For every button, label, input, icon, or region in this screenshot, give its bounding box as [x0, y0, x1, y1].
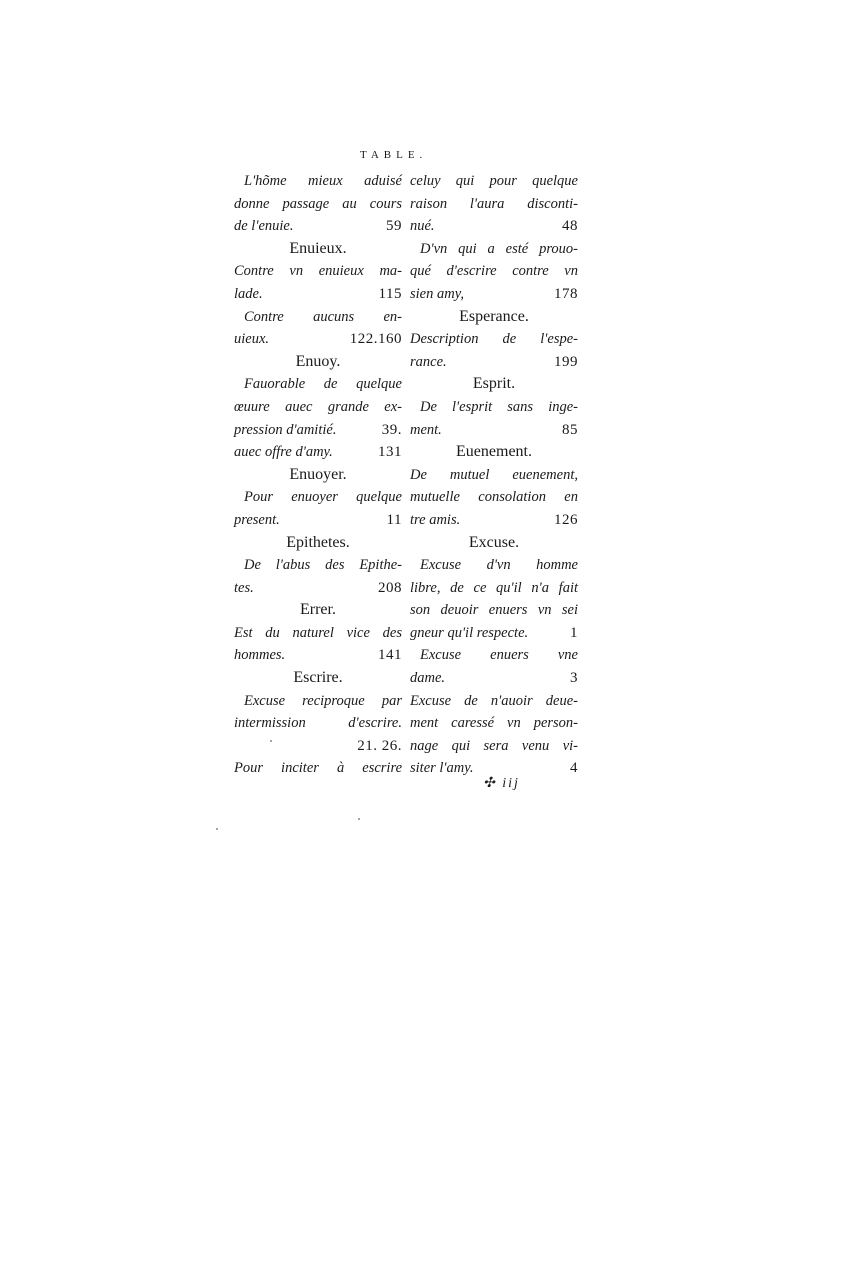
entry-text: De l'esprit sans inge- [420, 398, 578, 415]
index-entry-line [410, 260, 578, 283]
index-heading [410, 373, 578, 396]
index-entry-line [234, 373, 402, 396]
index-column-left [234, 170, 402, 780]
page-number: 115 [378, 285, 402, 302]
entry-text: dame. [410, 670, 446, 687]
entry-text: raison l'aura disconti- [410, 195, 578, 212]
page-number: 59 [386, 218, 402, 235]
page-number: 11 [386, 511, 402, 528]
index-entry-line [410, 690, 578, 713]
index-heading [234, 238, 402, 261]
page-number: 141 [378, 647, 402, 664]
index-heading [234, 532, 402, 555]
page-number: 199 [554, 353, 578, 370]
ink-speck [358, 818, 360, 820]
index-entry-line [234, 170, 402, 193]
index-entry-line [234, 757, 402, 780]
entry-text: libre, de ce qu'il n'a fait [410, 579, 578, 596]
index-entry-line [410, 215, 578, 238]
page-number: 3 [570, 670, 578, 687]
index-entry-line [410, 622, 578, 645]
page-number: 4 [570, 760, 578, 777]
index-entry-line [410, 464, 578, 487]
heading-text: Epithetes. [286, 533, 350, 551]
index-entry-line [234, 441, 402, 464]
index-entry-line [234, 577, 402, 600]
index-entry-line [410, 396, 578, 419]
index-entry-line [410, 712, 578, 735]
entry-text: nué. [410, 218, 435, 235]
index-entry-line [410, 486, 578, 509]
entry-text: tes. [234, 579, 254, 596]
index-entry-line [410, 735, 578, 758]
entry-text: siter l'amy. [410, 760, 474, 777]
heading-text: Enuoy. [295, 352, 341, 370]
entry-text: ment. [410, 421, 442, 438]
index-entry-line [410, 351, 578, 374]
entry-text: son deuoir enuers vn sei [410, 602, 578, 619]
index-entry-line [234, 554, 402, 577]
entry-text: Excuse enuers vne [420, 647, 578, 664]
heading-text: Esprit. [472, 375, 516, 393]
entry-text: nage qui sera venu vi- [410, 737, 578, 754]
entry-text: D'vn qui a esté prouo- [420, 240, 578, 257]
entry-text: de l'enuie. [234, 218, 294, 235]
ink-speck [270, 740, 272, 742]
ink-speck [216, 828, 218, 830]
index-entry-line [234, 622, 402, 645]
entry-text: lade. [234, 285, 263, 302]
index-heading [410, 441, 578, 464]
index-entry-line [410, 419, 578, 442]
entry-text: Est du naturel vice des [234, 624, 402, 641]
index-entry-line [410, 644, 578, 667]
index-entry-line [410, 170, 578, 193]
page-number: 48 [562, 218, 578, 235]
index-entry-line [234, 396, 402, 419]
entry-text: rance. [410, 353, 447, 370]
index-column-right [410, 170, 578, 780]
page-number: 208 [378, 579, 402, 596]
index-entry-line [410, 328, 578, 351]
page-number: 126 [554, 511, 578, 528]
running-header: TABLE. [360, 149, 428, 161]
heading-text: Enuoyer. [289, 465, 347, 483]
index-entry-line [234, 486, 402, 509]
index-entry-line [234, 419, 402, 442]
heading-text: Esperance. [459, 307, 529, 325]
entry-text: celuy qui pour quelque [410, 173, 578, 189]
index-entry-line [234, 260, 402, 283]
entry-text: Pour enuoyer quelque [244, 489, 402, 506]
index-heading [234, 464, 402, 487]
index-heading [234, 599, 402, 622]
entry-text: Description de l'espe- [410, 331, 578, 348]
entry-text: Pour inciter à escrire [234, 760, 402, 777]
index-entry-line [234, 328, 402, 351]
entry-text: donne passage au cours [234, 195, 402, 212]
signature-mark: ✣ iij [483, 776, 520, 791]
index-entry-line [234, 215, 402, 238]
page-number: 122.160 [349, 331, 402, 348]
entry-text: tre amis. [410, 511, 461, 528]
index-entry-line [234, 712, 402, 735]
entry-text: hommes. [234, 647, 286, 664]
entry-text: Excuse d'vn homme [420, 557, 578, 574]
page-number: 178 [554, 285, 578, 302]
index-entry-line [234, 735, 402, 758]
index-heading [410, 532, 578, 555]
entry-text: present. [234, 511, 280, 528]
entry-text: De l'abus des Epithe- [244, 557, 402, 574]
index-entry-line [410, 577, 578, 600]
page-number: 131 [378, 444, 402, 461]
heading-text: Excuse. [468, 533, 520, 551]
index-heading [234, 351, 402, 374]
index-entry-line [234, 283, 402, 306]
entry-text: Excuse de n'auoir deue- [410, 692, 578, 709]
index-heading [234, 667, 402, 690]
page-number: 85 [562, 421, 578, 438]
entry-text: pression d'amitié. [234, 421, 337, 438]
entry-text: Contre vn enuieux ma- [234, 263, 402, 280]
index-entry-line [410, 599, 578, 622]
index-entry-line [410, 238, 578, 261]
heading-text: Escrire. [293, 669, 343, 687]
index-heading [410, 306, 578, 329]
entry-text: auec offre d'amy. [234, 444, 333, 461]
index-entry-line [410, 667, 578, 690]
heading-text: Errer. [300, 601, 336, 619]
entry-text: Excuse reciproque par [244, 692, 402, 709]
page-number: 1 [570, 624, 578, 641]
page-number: 39. [381, 421, 402, 438]
entry-text: L'hõme mieux aduisé [244, 173, 402, 189]
page-number: 21. 26. [357, 737, 402, 754]
index-entry-line [234, 690, 402, 713]
index-entry-line [234, 644, 402, 667]
index-entry-line [234, 306, 402, 329]
index-entry-line [410, 509, 578, 532]
entry-text: Contre aucuns en- [244, 308, 402, 325]
entry-text: De mutuel euenement, [410, 466, 578, 483]
entry-text: ment caressé vn person- [410, 715, 578, 732]
entry-text: intermission d'escrire. [234, 715, 402, 732]
index-entry-line [410, 283, 578, 306]
entry-text: Fauorable de quelque [244, 376, 402, 393]
entry-text: uieux. [234, 331, 270, 348]
heading-text: Euenement. [456, 443, 532, 461]
entry-text: qué d'escrire contre vn [410, 263, 578, 280]
heading-text: Enuieux. [289, 239, 347, 257]
index-entry-line [410, 554, 578, 577]
entry-text: mutuelle consolation en [410, 489, 578, 506]
entry-text: gneur qu'il respecte. [410, 624, 529, 641]
index-entry-line [410, 193, 578, 216]
entry-text: sien amy, [410, 285, 464, 302]
index-entry-line [234, 193, 402, 216]
entry-text: œuure auec grande ex- [234, 398, 402, 415]
index-entry-line [234, 509, 402, 532]
